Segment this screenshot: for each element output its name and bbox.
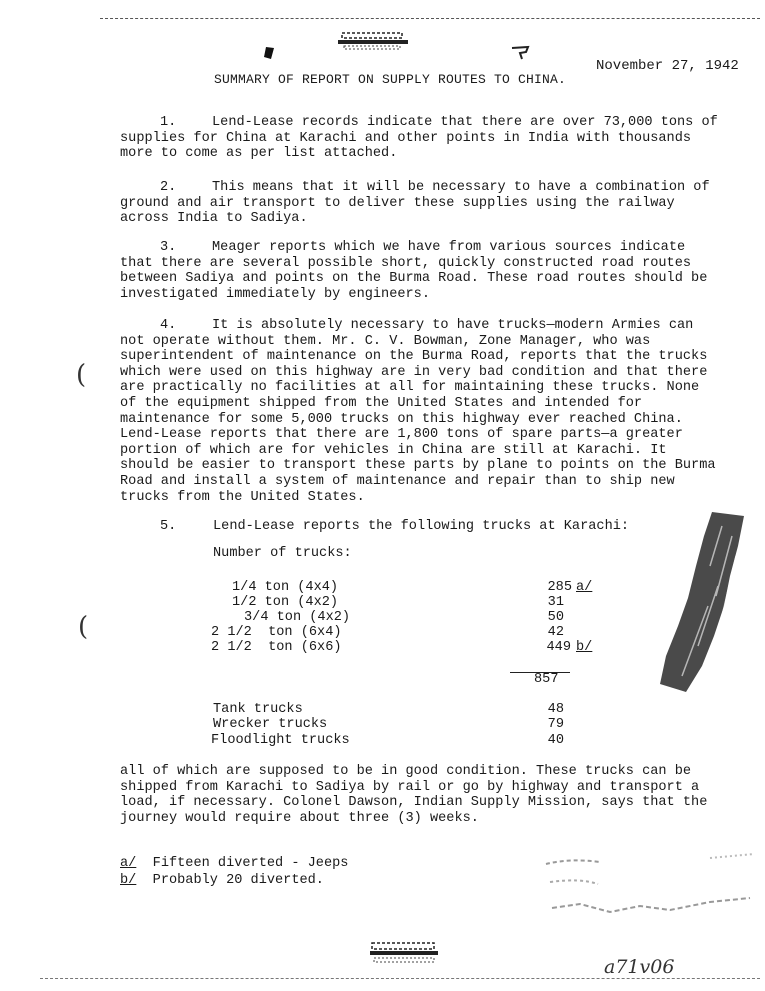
table-label: Number of trucks: <box>213 546 352 561</box>
ink-scribble-icon <box>652 506 752 696</box>
row-label: Tank trucks <box>213 702 303 717</box>
paragraph-number: 1. <box>160 115 177 130</box>
paragraph-number: 3. <box>160 240 177 255</box>
row-value: 449 <box>546 640 571 655</box>
row-label: 1/4 ton (4x4) <box>232 580 339 595</box>
row-label: 3/4 ton (4x2) <box>244 610 351 625</box>
table-row <box>213 702 564 718</box>
footnote <box>120 873 324 888</box>
footnote <box>120 856 348 871</box>
row-value: 31 <box>547 595 564 610</box>
closing-paragraph: all of which are supposed to be in good condition. These trucks can be shipped from Karachi to Sadiya by rail or go by highway and transport a load, if necessary. Colonel Dawson, Indian Supply Mission, says that the journey would require about three (3) weeks. <box>120 764 708 826</box>
total-value: 857 <box>534 672 559 687</box>
faded-stamp-icon <box>540 852 760 932</box>
row-label: 2 1/2 ton (6x4) <box>211 625 342 640</box>
paragraph-number: 2. <box>160 180 177 195</box>
paragraph-text: This means that it will be necessary to have a combination of ground and air transport to deliver these supplies using the railway across India to Sadiya. <box>120 180 710 227</box>
row-value: 42 <box>547 625 564 640</box>
paragraph-number: 4. <box>160 318 177 333</box>
row-label: Floodlight trucks <box>211 733 350 748</box>
table-row <box>211 625 564 641</box>
row-value: 285 <box>547 580 572 595</box>
row-note: b/ <box>576 640 593 655</box>
row-value: 48 <box>547 702 564 717</box>
section5-intro: Lend-Lease reports the following trucks at Karachi: <box>213 519 630 534</box>
row-note: a/ <box>576 580 593 595</box>
handwritten-code: a71v06 <box>604 956 675 978</box>
footnote-text: Probably 20 diverted. <box>152 873 324 888</box>
table-row <box>232 580 572 596</box>
table-row <box>211 733 564 749</box>
row-label: 1/2 ton (4x2) <box>232 595 339 610</box>
footnote-key: b/ <box>120 873 137 888</box>
margin-punch-mark: ( <box>78 612 89 642</box>
paragraph-4 <box>120 318 720 505</box>
table-row <box>213 717 564 733</box>
classification-stamp-icon <box>338 30 408 52</box>
paragraph-3 <box>120 240 720 302</box>
row-label: Wrecker trucks <box>213 717 328 732</box>
classification-stamp-icon <box>370 940 438 966</box>
table-row <box>211 640 571 656</box>
top-edge-line <box>100 18 760 19</box>
ink-mark-icon <box>262 45 276 61</box>
footnote-key: a/ <box>120 856 137 871</box>
row-label: 2 1/2 ton (6x6) <box>211 640 342 655</box>
paragraph-text: It is absolutely necessary to have trucks—modern Armies can not operate without them. Mr. C. V. Bowman, Zone Manager, who was superintendent of maintenance on the Burma Road, reports that the trucks which were used on this highway are in very bad condition and that there are practically no facilities at all for maintaining these trucks. None of the equipment shipped from the United States and intended for maintenance for some 5,000 trucks on this highway ever reached China. Lend-Lease reports that there are 1,800 tons of spare parts—a greater portion of which are for vehicles in China are still at Karachi. It should be easier to transport these parts by plane to points on the Burma Road and install a system of maintenance and repair than to ship new trucks from the United States. <box>120 318 716 505</box>
bottom-edge-line <box>40 978 760 979</box>
table-row <box>244 610 564 626</box>
row-value: 40 <box>547 733 564 748</box>
paragraph-1 <box>120 115 720 162</box>
document-title: SUMMARY OF REPORT ON SUPPLY ROUTES TO CHINA. <box>214 72 567 87</box>
footnote-text: Fifteen diverted - Jeeps <box>152 856 349 871</box>
table-row <box>232 595 564 611</box>
row-value: 79 <box>547 717 564 732</box>
document-date: November 27, 1942 <box>596 58 739 74</box>
ink-mark-icon <box>510 44 532 62</box>
row-value: 50 <box>547 610 564 625</box>
margin-punch-mark: ( <box>76 360 87 390</box>
paragraph-text: Lend-Lease records indicate that there are over 73,000 tons of supplies for China at Karachi and other points in India with thousands more to come as per list attached. <box>120 115 718 162</box>
paragraph-text: Meager reports which we have from various sources indicate that there are several possible short, quickly constructed road routes between Sadiya and points on the Burma Road. These road routes should be investigated immediately by engineers. <box>120 240 708 302</box>
paragraph-number: 5. <box>160 519 177 534</box>
paragraph-2 <box>120 180 720 227</box>
